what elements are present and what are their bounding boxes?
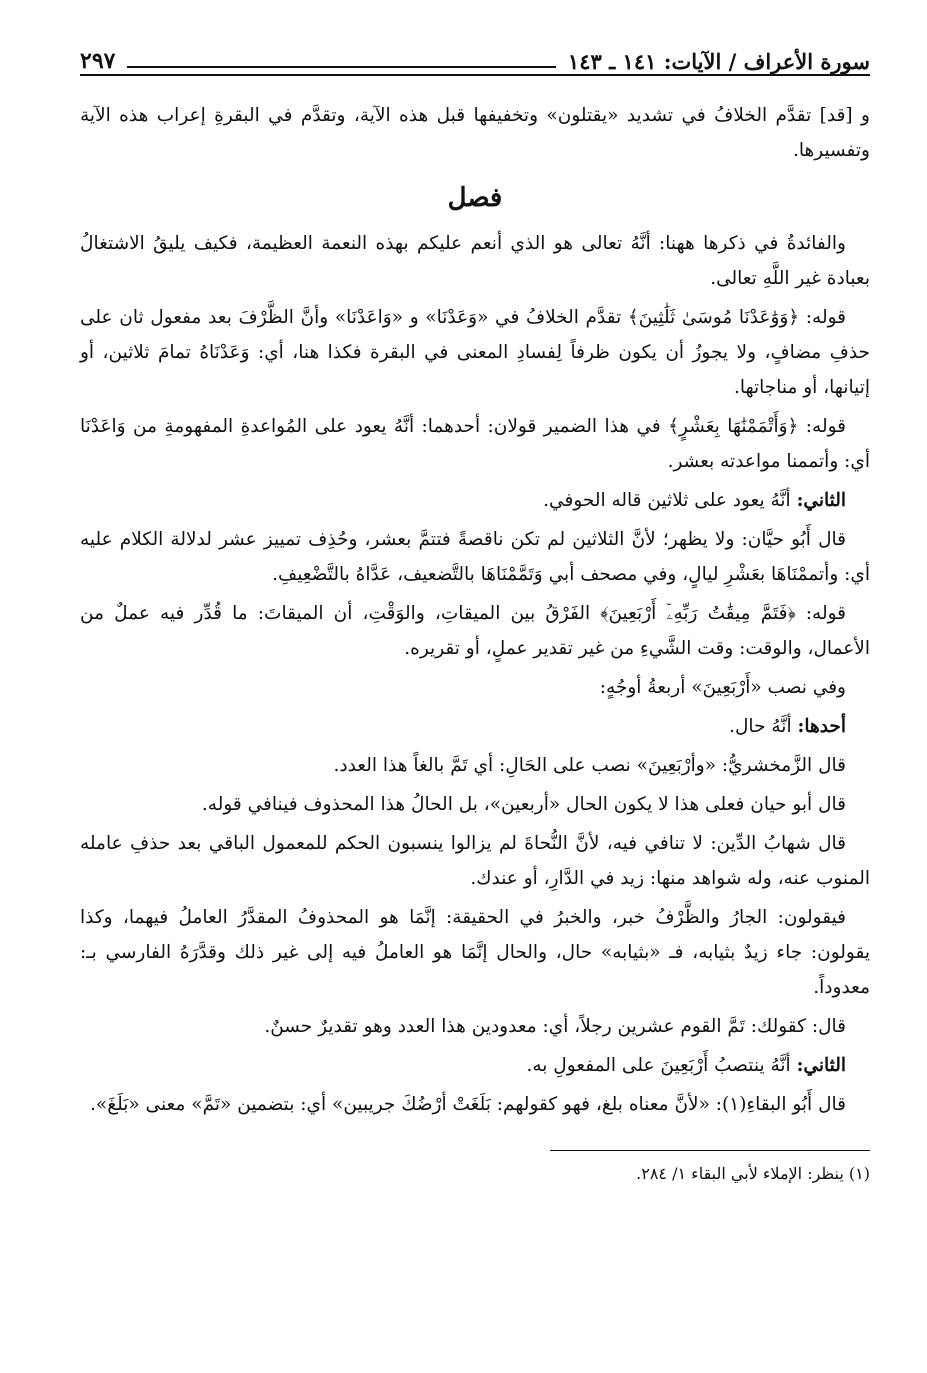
paragraph-text: قال أبو حيان فعلى هذا لا يكون الحال «أربعين»، بل الحالُ هذا المحذوف فينافي قوله.	[201, 794, 846, 815]
header-rule	[127, 66, 555, 68]
paragraph	[80, 300, 870, 405]
paragraph-text: وفي نصب «أَرْبَعِينَ» أربعةُ أوجُهٍ:	[599, 677, 846, 698]
paragraph	[80, 1087, 870, 1122]
paragraph-text: قال أَبُو البقاءِ(١): «لأنَّ معناه بلغ، فهو كقولهم: بَلَغَتْ أرْضُكَ جريبين» أي: بتضمين «تَمَّ» معنى «بَلَغَ».	[90, 1094, 846, 1115]
paragraph-text: أنَّهُ يعود على ثلاثين قاله الحوفي.	[543, 490, 791, 511]
paragraph-text: والفائدةُ في ذكرها ههنا: أنَّهُ تعالى هو الذي أنعم عليكم بهذه النعمة العظيمة، فكيف يليقُ الاشتغالُ بعبادة غير اللَّهِ تعالى.	[80, 233, 870, 289]
paragraph-lead: أحدها:	[797, 716, 846, 737]
paragraph-text: قال الزَّمخشريُّ: «وأرْبَعِينَ» نصب على الحَالِ: أي تَمَّ بالغاً هذا العدد.	[333, 755, 846, 776]
paragraph	[80, 409, 870, 479]
paragraph-text: قال شهابُ الدِّين: لا تنافي فيه، لأنَّ النُّحاةَ لم يزالوا ينسبون الحكم للمعمول الباقي بعد حذفِ عامله المنوب عنه، وله شواهد منها: زيد في الدَّارِ، أو عندك.	[80, 833, 870, 889]
paragraph	[80, 226, 870, 296]
text-body	[80, 98, 870, 1122]
page	[80, 40, 870, 1189]
paragraph-lead: الثاني:	[796, 1055, 846, 1076]
footnote: (١) ينظر: الإملاء لأبي البقاء ١/ ٢٨٤.	[636, 1164, 870, 1183]
running-title: سورة الأعراف / الآيات: ١٤١ ـ ١٤٣	[567, 49, 870, 74]
paragraph	[80, 98, 870, 168]
paragraph	[80, 522, 870, 592]
paragraph	[80, 748, 870, 783]
paragraph	[80, 826, 870, 896]
paragraph	[80, 483, 870, 518]
paragraph	[80, 900, 870, 1005]
paragraph-text: فيقولون: الجارُ والظَّرْفُ خبر، والخبرُ في الحقيقة: إنَّمَا هو المحذوفُ المقدَّرُ العاملُ فيهما، وكذا يقولون: جاء زيدٌ بثيابه، فـ «بثيابه» حال، والحال إنَّمَا هو العاملُ فيه إلى غير ذلك وقدَّرَهُ الفارسي بـ: معدوداً.	[80, 907, 870, 998]
paragraph	[80, 787, 870, 822]
paragraph	[80, 596, 870, 666]
page-header	[80, 40, 870, 76]
paragraph-text: قوله: ﴿وَوَٰعَدْنَا مُوسَىٰ ثَلَٰثِينَ﴾ تقدَّم الخلافُ في «وَعَدْنَا» و «وَاعَدْنَا» وأنَّ الظَّرْفَ بعد مفعول ثان على حذفِ مضافٍ، ولا يجوزُ أن يكون ظرفاً لِفسادِ المعنى في البقرة فكذا هنا، أي: وَعَدْنَاهُ تمامَ ثلاثين، أو إتيانها، أو مناجاتها.	[80, 307, 870, 398]
section-heading: فصل	[447, 183, 503, 213]
paragraph-text: أنَّهُ حال.	[729, 716, 792, 737]
paragraph	[80, 1009, 870, 1044]
paragraph	[80, 709, 870, 744]
page-number: ٢٩٧	[80, 48, 116, 74]
footnote-divider	[550, 1150, 870, 1151]
paragraph	[80, 1048, 870, 1083]
paragraph-text: و [قد] تقدَّم الخلافُ في تشديد «يقتلون» وتخفيفها قبل هذه الآية، وتقدَّم في البقرةِ إعراب هذه الآية وتفسيرها.	[80, 105, 870, 161]
paragraph-text: قال: كقولك: تَمَّ القوم عشرين رجلاً، أي: معدودين هذا العدد وهو تقديرٌ حسنٌ.	[264, 1016, 846, 1037]
paragraph-text: أنَّهُ ينتصبُ أَرْبَعِينَ على المفعولِ به.	[526, 1055, 791, 1076]
paragraph-text: قوله: ﴿وَأَتْمَمْنَٰهَا بِعَشْرٍ﴾ في هذا الضمير قولان: أحدهما: أنَّهُ يعود على المُواعدةِ المفهومةِ من وَاعَدْنَا أي: وأتممنا مواعدته بعشر.	[80, 416, 870, 472]
paragraph	[80, 670, 870, 705]
paragraph-lead: الثاني:	[796, 490, 846, 511]
paragraph-text: قوله: ﴿فَتَمَّ مِيقَٰتُ رَبِّهِۦٓ أَرْبَعِينَ﴾ الفَرْقُ بين الميقاتِ، والوَقْتِ، أن الميقاتَ: ما قُدِّر فيه عملٌ من الأعمال، والوقت: وقت الشَّيءِ من غير تقدير عملٍ، أو تقريره.	[80, 603, 870, 659]
paragraph-text: قال أَبُو حيَّان: ولا يظهر؛ لأنَّ الثلاثين لم تكن ناقصةً فتتمَّ بعشر، وحُذِف تمييز عشر لدلالة الكلام عليه أي: وأتممْنَاهَا بعَشْرِ ليالٍ، وفي مصحف أبي وَتَمَّمْنَاهَا بالتَّضعيف، عَدَّاهُ بالتَّضْعِيفِ.	[80, 529, 870, 585]
